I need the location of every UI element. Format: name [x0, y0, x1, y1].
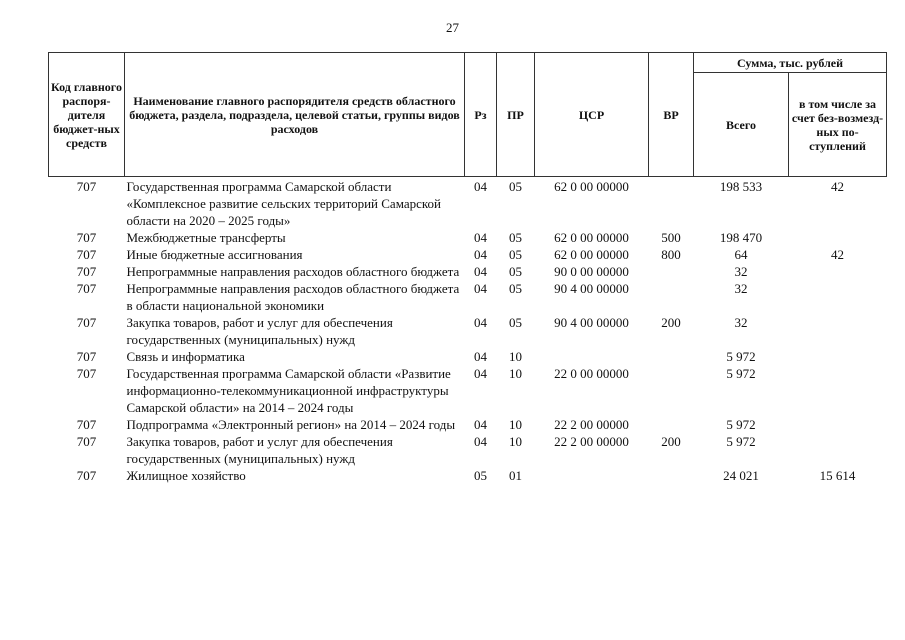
- cell-total: 5 972: [726, 417, 756, 432]
- cell-free: [789, 416, 887, 433]
- cell-code: 707: [76, 468, 97, 483]
- cell-code: 707: [76, 179, 97, 194]
- cell-pr: 10: [509, 366, 522, 381]
- header-free: в том числе за счет без-возмезд-ных по-ступлений: [789, 73, 887, 177]
- cell-total: 32: [734, 264, 748, 279]
- cell-vr: [649, 280, 694, 314]
- cell-free: [789, 365, 887, 416]
- cell-free: [789, 229, 887, 246]
- cell-free: [789, 280, 887, 314]
- cell-rz: 04: [474, 434, 487, 449]
- header-pr: ПР: [497, 53, 535, 177]
- cell-csr: 22 2 00 00000: [554, 417, 629, 432]
- cell-free: [789, 433, 887, 467]
- cell-code: 707: [76, 281, 97, 296]
- cell-csr: 22 0 00 00000: [554, 366, 629, 381]
- cell-free: 42: [831, 179, 844, 194]
- header-sum: Сумма, тыс. рублей: [694, 53, 887, 73]
- cell-csr: 90 0 00 00000: [554, 264, 629, 279]
- cell-pr: 05: [509, 315, 522, 330]
- cell-pr: 05: [509, 230, 522, 245]
- cell-name: Межбюджетные трансферты: [126, 230, 286, 245]
- table-row: [49, 467, 887, 484]
- header-rz: Рз: [465, 53, 497, 177]
- header-name: Наименование главного распорядителя средств областного бюджета, раздела, подраздела, целевой статьи, группы видов расходов: [125, 53, 465, 177]
- table-body: [49, 177, 887, 485]
- cell-csr: [535, 467, 649, 484]
- cell-rz: 04: [474, 366, 487, 381]
- cell-name: Иные бюджетные ассигнования: [126, 247, 303, 262]
- header-csr: ЦСР: [535, 53, 649, 177]
- cell-code: 707: [76, 230, 97, 245]
- cell-code: 707: [76, 264, 97, 279]
- table-row: [49, 280, 887, 314]
- header-vr: ВР: [649, 53, 694, 177]
- cell-free: 15 614: [819, 468, 856, 483]
- cell-total: 5 972: [726, 366, 756, 381]
- cell-name: Закупка товаров, работ и услуг для обеспечения государственных (муниципальных) нужд: [126, 315, 393, 347]
- cell-code: 707: [76, 417, 97, 432]
- table-row: [49, 229, 887, 246]
- cell-pr: 05: [509, 264, 522, 279]
- cell-pr: 10: [509, 349, 522, 364]
- cell-vr: 200: [661, 315, 681, 330]
- cell-code: 707: [76, 366, 97, 381]
- cell-total: 64: [734, 247, 748, 262]
- cell-csr: 90 4 00 00000: [554, 315, 629, 330]
- cell-name: Связь и информатика: [126, 349, 245, 364]
- cell-rz: 04: [474, 315, 487, 330]
- cell-free: [789, 263, 887, 280]
- cell-name: Непрограммные направления расходов областного бюджета: [126, 264, 460, 279]
- table-row: [49, 246, 887, 263]
- cell-pr: 10: [509, 434, 522, 449]
- cell-csr: 62 0 00 00000: [554, 179, 629, 194]
- cell-csr: 90 4 00 00000: [554, 281, 629, 296]
- cell-total: 198 470: [719, 230, 763, 245]
- header-code: Код главного распоря-дителя бюджет-ных средств: [49, 53, 125, 177]
- cell-rz: 04: [474, 247, 487, 262]
- cell-free: 42: [831, 247, 844, 262]
- cell-vr: [649, 416, 694, 433]
- cell-rz: 05: [474, 468, 487, 483]
- cell-name: Закупка товаров, работ и услуг для обеспечения государственных (муниципальных) нужд: [126, 434, 393, 466]
- budget-table: [48, 52, 887, 484]
- cell-code: 707: [76, 315, 97, 330]
- cell-vr: [649, 365, 694, 416]
- cell-name: Государственная программа Самарской области «Комплексное развитие сельских территорий Самарской области на 2020 – 2025 годы»: [126, 179, 441, 228]
- header-total: Всего: [694, 73, 789, 177]
- cell-csr: 22 2 00 00000: [554, 434, 629, 449]
- cell-rz: 04: [474, 417, 487, 432]
- cell-vr: [649, 467, 694, 484]
- cell-total: 5 972: [726, 434, 756, 449]
- table-row: [49, 348, 887, 365]
- cell-total: 24 021: [723, 468, 759, 483]
- cell-total: 5 972: [726, 349, 756, 364]
- cell-csr: 62 0 00 00000: [554, 247, 629, 262]
- table-row: [49, 314, 887, 348]
- cell-rz: 04: [474, 281, 487, 296]
- table-row: [49, 177, 887, 230]
- cell-name: Жилищное хозяйство: [126, 468, 246, 483]
- cell-name: Непрограммные направления расходов областного бюджета в области национальной экономики: [126, 281, 460, 313]
- cell-free: [789, 348, 887, 365]
- table-row: [49, 416, 887, 433]
- cell-code: 707: [76, 247, 97, 262]
- table-row: [49, 433, 887, 467]
- cell-csr: [535, 348, 649, 365]
- cell-name: Подпрограмма «Электронный регион» на 2014 – 2024 годы: [126, 417, 456, 432]
- cell-code: 707: [76, 349, 97, 364]
- cell-vr: 200: [661, 434, 681, 449]
- cell-free: [789, 314, 887, 348]
- cell-rz: 04: [474, 179, 487, 194]
- cell-csr: 62 0 00 00000: [554, 230, 629, 245]
- cell-vr: 800: [661, 247, 681, 262]
- cell-vr: [649, 263, 694, 280]
- page-number: 27: [446, 20, 459, 35]
- cell-rz: 04: [474, 230, 487, 245]
- cell-name: Государственная программа Самарской области «Развитие информационно-телекоммуникационной инфраструктуры Самарской области» на 2014 – 2024 годы: [126, 366, 451, 415]
- cell-vr: [649, 348, 694, 365]
- table-row: [49, 263, 887, 280]
- table-row: [49, 365, 887, 416]
- cell-total: 198 533: [719, 179, 763, 194]
- cell-rz: 04: [474, 264, 487, 279]
- cell-rz: 04: [474, 349, 487, 364]
- cell-pr: 05: [509, 281, 522, 296]
- cell-pr: 05: [509, 179, 522, 194]
- cell-total: 32: [734, 315, 748, 330]
- cell-pr: 05: [509, 247, 522, 262]
- cell-vr: [649, 177, 694, 230]
- cell-vr: 500: [661, 230, 681, 245]
- cell-pr: 10: [509, 417, 522, 432]
- cell-pr: 01: [509, 468, 522, 483]
- cell-code: 707: [76, 434, 97, 449]
- cell-total: 32: [734, 281, 748, 296]
